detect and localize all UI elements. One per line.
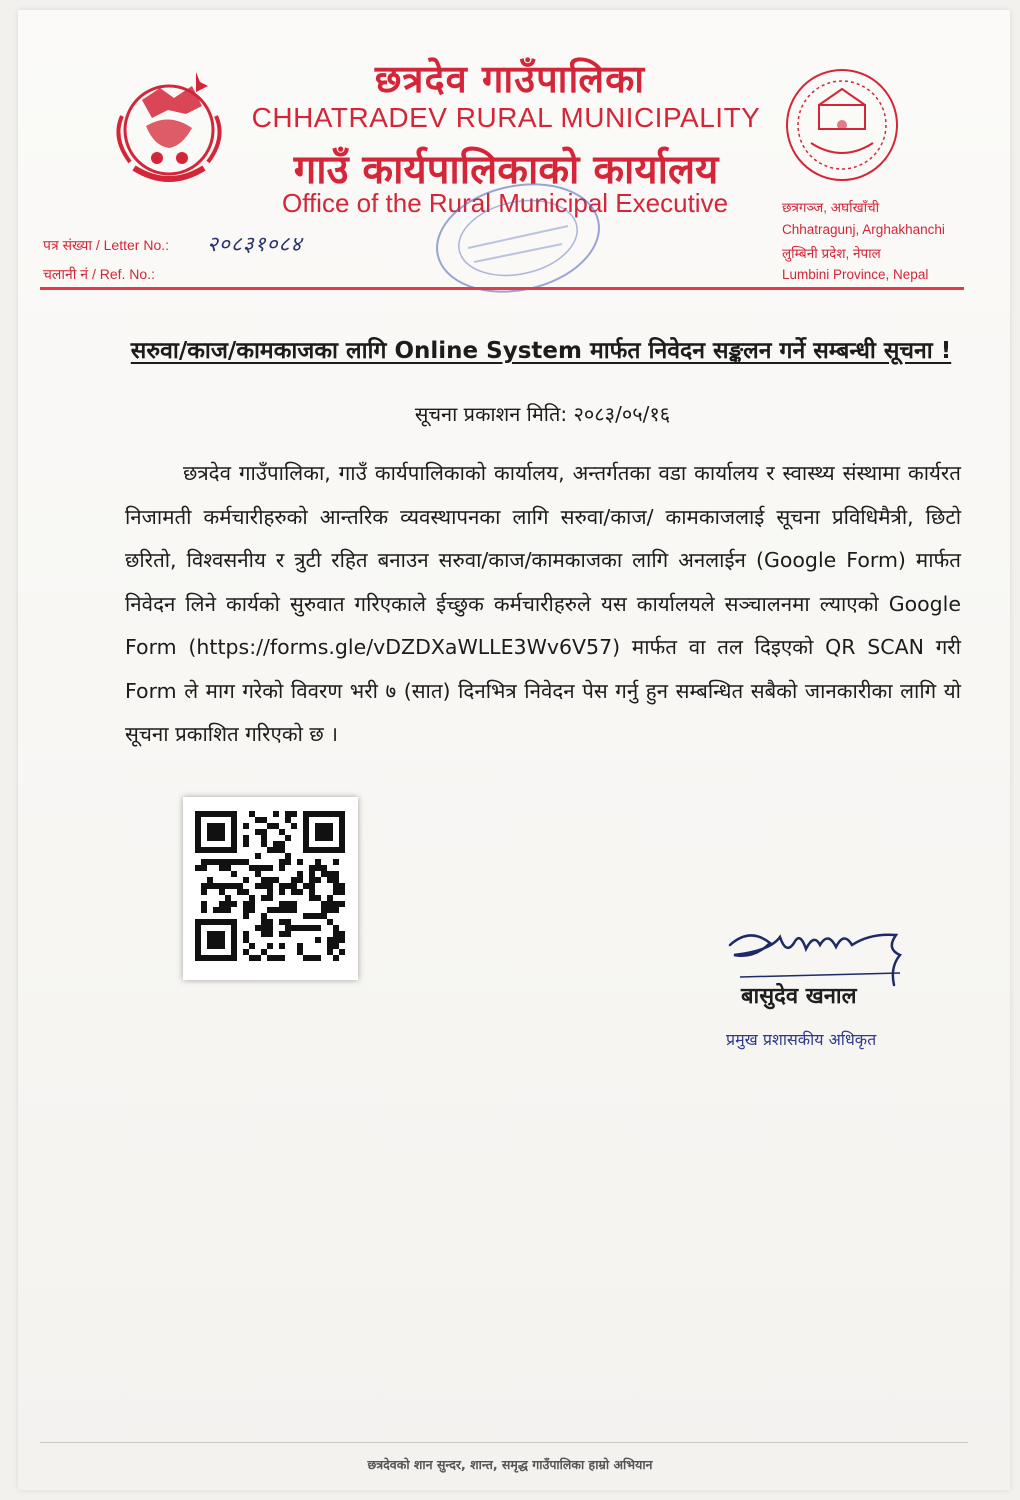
qr-code-card[interactable] <box>183 797 358 980</box>
notice-body: छत्रदेव गाउँपालिका, गाउँ कार्यपालिकाको कार्यालय, अन्तर्गतका वडा कार्यालय र स्वास्थ्य संस्थामा कार्यरत निजामती कर्मचारीहरुको आन्तरिक व्यवस्थापनका लागि सरुवा/काज/ कामकाजलाई सूचना प्रविधिमैत्री, छिटो छरितो, विश्वसनीय र त्रुटी रहित बनाउन सरुवा/काज/कामकाजका लागि अनलाईन (Google Form) मार्फत निवेदन लिने कार्यको सुरुवात गरिएकाले ईच्छुक कर्मचारीहरुले यस कार्यालयले सञ्चालनमा ल्याएको Google Form (https://forms.gle/vDZDXaWLLE3Wv6V57) मार्फत वा तल दिइएको QR SCAN गरी Form ले माग गरेको विवरण भरी ७ (सात) दिनभित्र निवेदन पेस गर्नु हुन सम्बन्धित सबैको जानकारीका लागि यो सूचना प्रकाशित गरिएको छ । <box>125 461 961 746</box>
office-nepali-title: गाउँ कार्यपालिकाको कार्यालय <box>293 147 719 193</box>
ref-no-label: चलानी नं / Ref. No.: <box>43 266 155 282</box>
signatory-title: प्रमुख प्रशासकीय अधिकृत <box>726 1030 877 1049</box>
office-stamp-icon <box>428 178 608 302</box>
address-nepali-place: छत्रगञ्ज, अर्घाखाँची <box>782 200 880 215</box>
address-english-province: Lumbini Province, Nepal <box>782 267 929 282</box>
municipality-nepali-title: छत्रदेव गाउँपालिका <box>374 57 646 101</box>
notice-subject: सरुवा/काज/कामकाजका लागि Online System मार्फत निवेदन सङ्कलन गर्ने सम्बन्धी सूचना ! <box>130 338 952 364</box>
letter-no-label: पत्र संख्या / Letter No.: <box>43 237 170 253</box>
address-english-place: Chhatragunj, Arghakhanchi <box>782 222 945 237</box>
office-english-title: Office of the Rural Municipal Executive <box>281 188 729 218</box>
footer-motto: छत्रदेवको शान सुन्दर, शान्त, समृद्ध गाउँपालिका हाम्रो अभियान <box>367 1457 653 1472</box>
letterhead-divider <box>40 287 964 290</box>
municipality-english-title: CHHATRADEV RURAL MUNICIPALITY <box>251 102 761 133</box>
qr-code-icon[interactable] <box>193 809 348 967</box>
footer-divider <box>40 1442 968 1443</box>
publish-date: सूचना प्रकाशन मिति: २०८३/०५/१६ <box>414 402 671 426</box>
address-nepali-province: लुम्बिनी प्रदेश, नेपाल <box>782 246 881 261</box>
letter-no-value: २०८३१०८४ <box>207 232 303 256</box>
signatory-name: बासुदेव खनाल <box>741 984 857 1009</box>
